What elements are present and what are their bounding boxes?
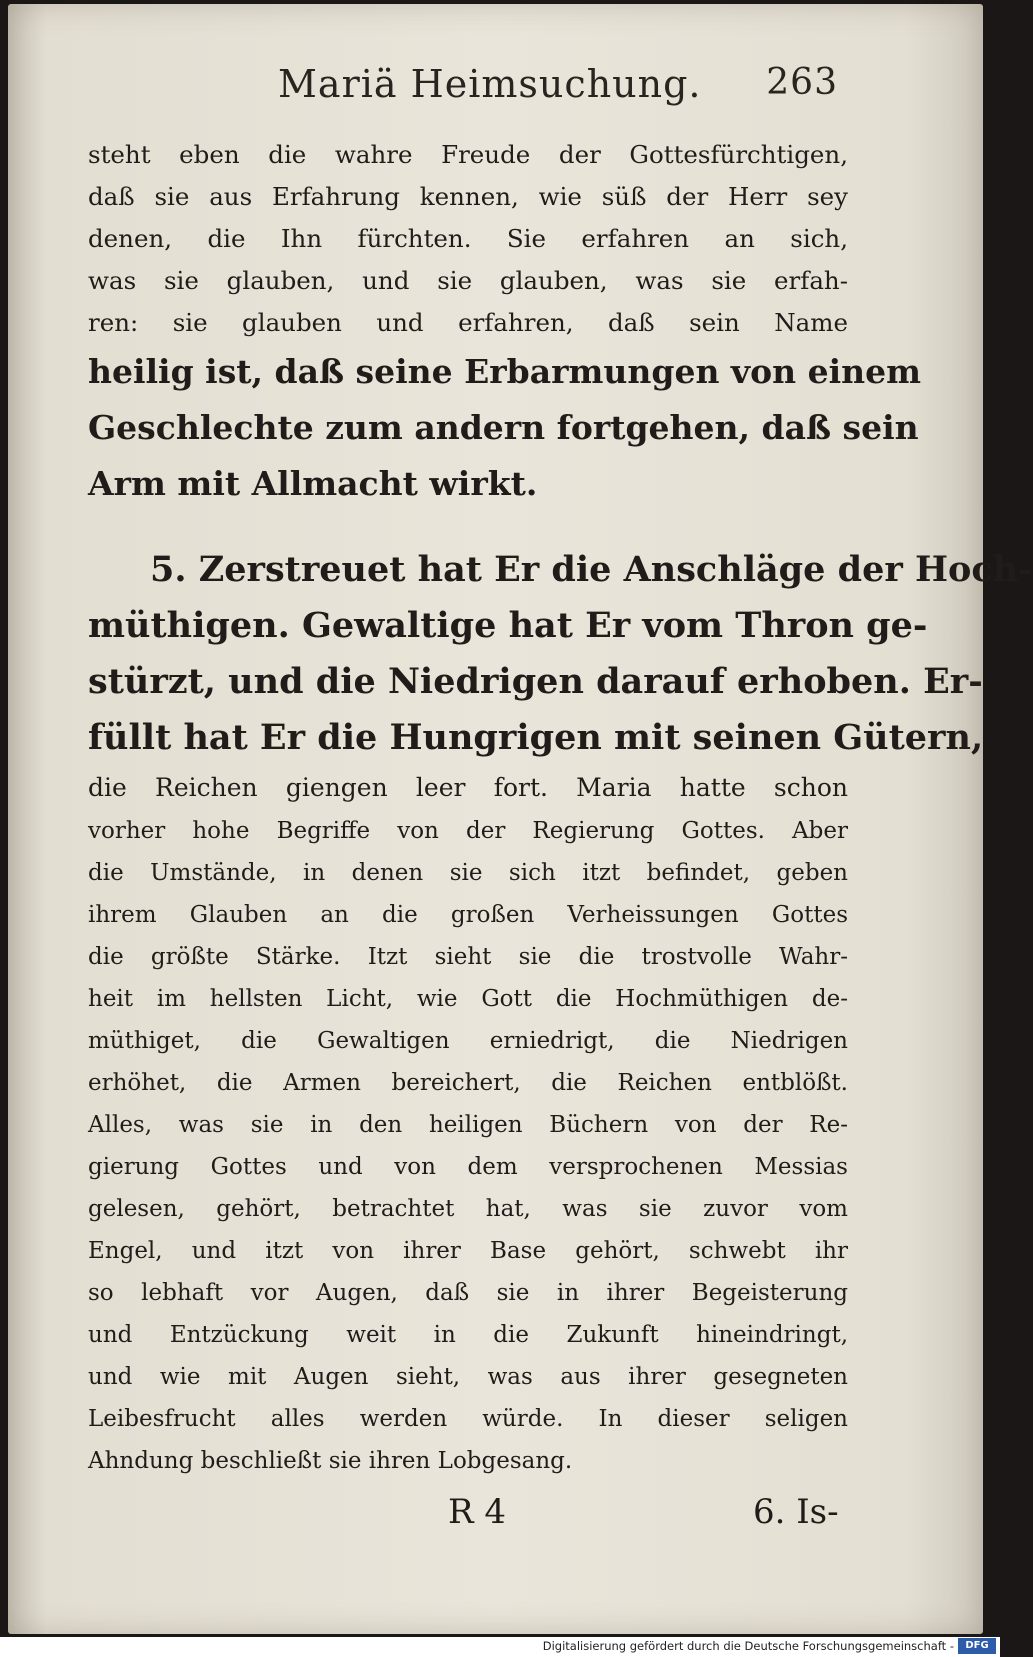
text-line: steht eben die wahre Freude der Gottesfürchtigen, <box>88 140 848 169</box>
book-page <box>8 4 1033 1634</box>
text-line: erhöhet, die Armen bereichert, die Reichen entblößt. <box>88 1070 848 1096</box>
text-line: müthigen. Gewaltige hat Er vom Thron ge- <box>88 605 928 646</box>
text-line: Engel, und itzt von ihrer Base gehört, schwebt ihr <box>88 1238 848 1264</box>
text-line: was sie glauben, und sie glauben, was sie erfah- <box>88 266 848 295</box>
text-line: heilig ist, daß seine Erbarmungen von einem <box>88 352 922 391</box>
text-line: müthiget, die Gewaltigen erniedrigt, die Niedrigen <box>88 1028 848 1054</box>
catchword: 6. Is- <box>753 1492 839 1532</box>
text-line: gierung Gottes und von dem versprochenen Messias <box>88 1154 848 1180</box>
running-head <box>278 62 838 112</box>
text-line: die Umstände, in denen sie sich itzt befindet, geben <box>88 860 848 886</box>
text-line: Leibesfrucht alles werden würde. In dieser seligen <box>88 1406 848 1432</box>
text-line: Ahndung beschließt sie ihren Lobgesang. <box>88 1448 573 1474</box>
text-line: die Reichen giengen leer fort. Maria hatte schon <box>88 773 848 802</box>
digitization-credit: Digitalisierung gefördert durch die Deutsche Forschungsgemeinschaft - <box>542 1639 954 1653</box>
dfg-logo-icon: DFG <box>958 1638 996 1654</box>
digitization-footer <box>0 1637 1000 1657</box>
text-line: ren: sie glauben und erfahren, daß sein Name <box>88 308 848 337</box>
text-line: 5. Zerstreuet hat Er die Anschläge der Hoch- <box>150 549 1033 590</box>
text-line: Arm mit Allmacht wirkt. <box>88 464 538 503</box>
body-text <box>88 134 1033 1482</box>
text-line: heit im hellsten Licht, wie Gott die Hochmüthigen de- <box>88 986 848 1012</box>
text-line: so lebhaft vor Augen, daß sie in ihrer Begeisterung <box>88 1280 848 1306</box>
text-line: Alles, was sie in den heiligen Büchern von der Re- <box>88 1112 848 1138</box>
text-line: ihrem Glauben an die großen Verheissungen Gottes <box>88 902 848 928</box>
text-line: und Entzückung weit in die Zukunft hineindringt, <box>88 1322 848 1348</box>
page-number: 263 <box>766 62 838 103</box>
running-head-title: Mariä Heimsuchung. <box>278 62 702 106</box>
text-line: die größte Stärke. Itzt sieht sie die trostvolle Wahr- <box>88 944 848 970</box>
text-line: und wie mit Augen sieht, was aus ihrer gesegneten <box>88 1364 848 1390</box>
paragraph-gap <box>88 512 848 542</box>
text-line: vorher hohe Begriffe von der Regierung Gottes. Aber <box>88 818 848 844</box>
text-line: denen, die Ihn fürchten. Sie erfahren an sich, <box>88 224 848 253</box>
signature-mark: R 4 <box>448 1492 507 1532</box>
text-line: gelesen, gehört, betrachtet hat, was sie zuvor vom <box>88 1196 848 1222</box>
text-line: daß sie aus Erfahrung kennen, wie süß der Herr sey <box>88 182 848 211</box>
text-line: füllt hat Er die Hungrigen mit seinen Gütern, <box>88 717 984 758</box>
text-line: Geschlechte zum andern fortgehen, daß sein <box>88 408 919 447</box>
text-line: stürzt, und die Niedrigen darauf erhoben. Er- <box>88 661 983 702</box>
